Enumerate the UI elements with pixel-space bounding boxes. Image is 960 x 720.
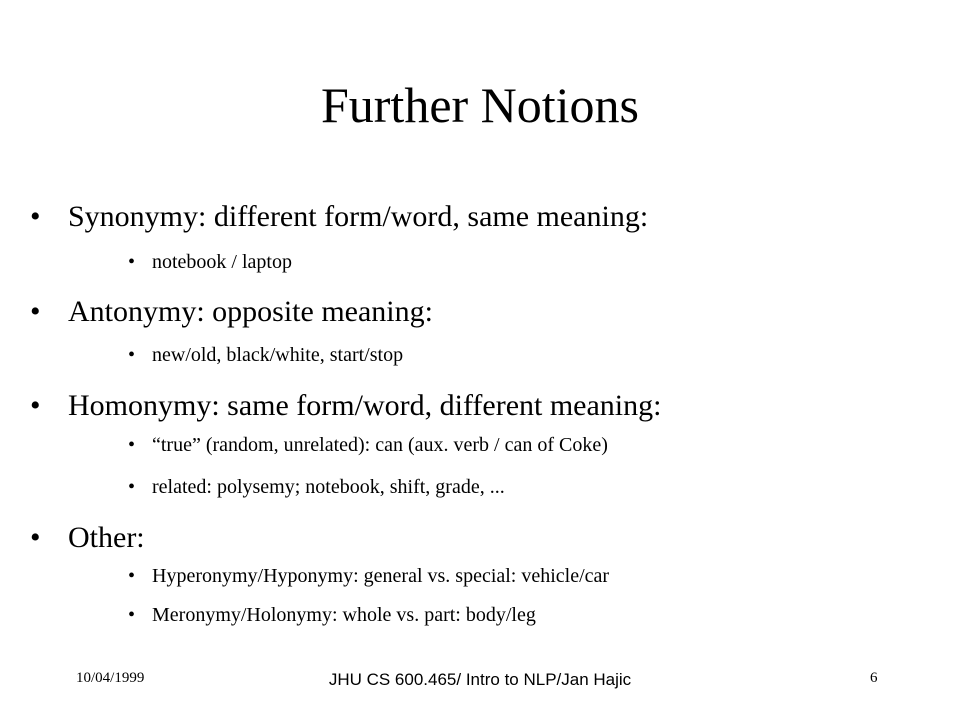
sub-bullet-text: Meronymy/Holonymy: whole vs. part: body/leg — [152, 604, 536, 626]
sub-bullet — [128, 433, 608, 457]
footer-page-number: 6 — [870, 670, 878, 686]
bullet-synonymy — [30, 199, 648, 235]
sub-bullet — [128, 603, 536, 627]
sub-bullet — [128, 564, 609, 588]
sub-bullet-text: related: polysemy; notebook, shift, grade, ... — [152, 476, 505, 498]
sub-bullet — [128, 475, 505, 499]
bullet-dot: • — [30, 521, 41, 554]
bullet-dot: • — [30, 389, 41, 422]
sub-bullet-dot: • — [128, 604, 136, 626]
bullet-text: Other: — [68, 521, 145, 554]
footer-course: JHU CS 600.465/ Intro to NLP/Jan Hajic — [328, 670, 632, 689]
sub-bullet — [128, 343, 403, 367]
sub-bullet-dot: • — [128, 434, 136, 456]
sub-bullet-dot: • — [128, 344, 136, 366]
bullet-other — [30, 520, 145, 556]
bullet-text: Homonymy: same form/word, different meaning: — [68, 389, 662, 422]
sub-bullet — [128, 250, 292, 274]
footer-date: 10/04/1999 — [76, 670, 145, 686]
sub-bullet-dot: • — [128, 251, 136, 273]
bullet-text: Antonymy: opposite meaning: — [68, 295, 433, 328]
sub-bullet-dot: • — [128, 476, 136, 498]
sub-bullet-text: Hyperonymy/Hyponymy: general vs. special: vehicle/car — [152, 565, 610, 587]
bullet-dot: • — [30, 200, 41, 233]
bullet-text: Synonymy: different form/word, same meaning: — [68, 200, 649, 233]
bullet-homonymy — [30, 388, 661, 424]
sub-bullet-text: notebook / laptop — [152, 251, 292, 273]
bullet-antonymy — [30, 294, 433, 330]
sub-bullet-text: new/old, black/white, start/stop — [152, 344, 404, 366]
sub-bullet-text: “true” (random, unrelated): can (aux. verb / can of Coke) — [152, 434, 608, 456]
bullet-dot: • — [30, 295, 41, 328]
slide-title: Further Notions — [320, 77, 640, 133]
sub-bullet-dot: • — [128, 565, 136, 587]
